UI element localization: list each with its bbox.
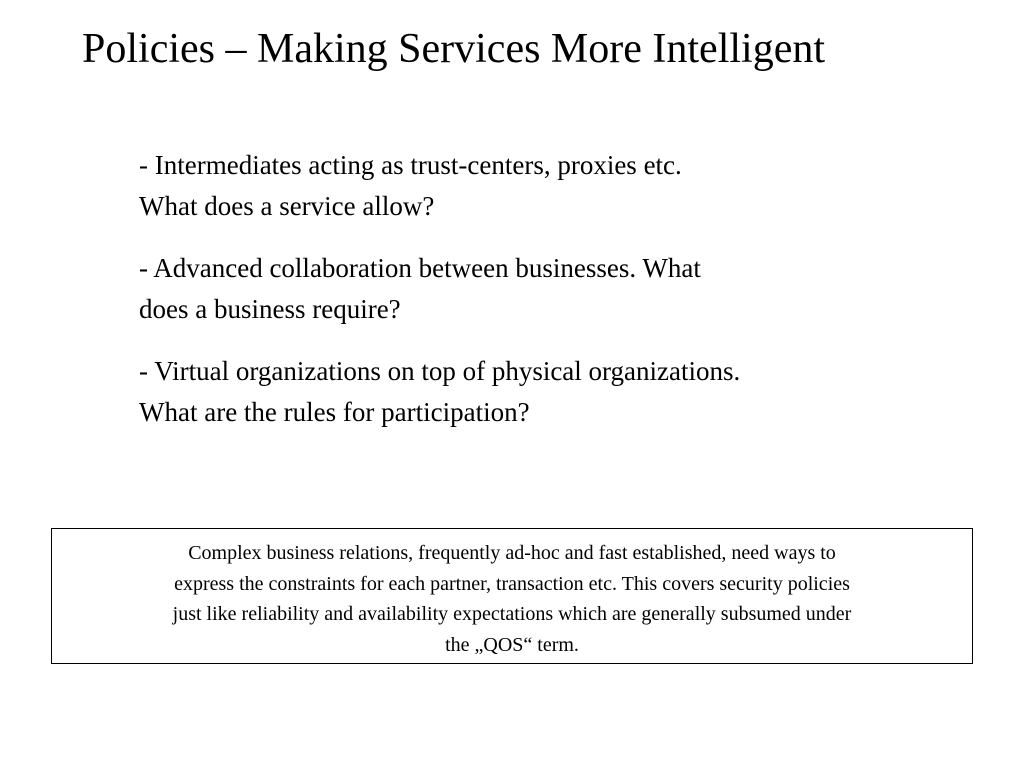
- bullet-line: What are the rules for participation?: [139, 397, 530, 427]
- bullet-line: - Advanced collaboration between businesses. What: [139, 253, 701, 283]
- note-line: express the constraints for each partner, transaction etc. This covers security policies: [174, 572, 850, 595]
- bullet-item-trust-centers: [139, 145, 929, 227]
- bullet-item-virtual-organizations: [139, 351, 929, 433]
- bullet-item-collaboration: [139, 248, 929, 330]
- note-line: Complex business relations, frequently ad-hoc and fast established, need ways to: [188, 542, 836, 564]
- note-line: the „QOS“ term.: [445, 633, 579, 656]
- bullet-list: [139, 145, 929, 454]
- bullet-line: - Intermediates acting as trust-centers, proxies etc.: [139, 150, 682, 180]
- bullet-line: - Virtual organizations on top of physical organizations.: [139, 356, 741, 386]
- note-box: [51, 528, 973, 664]
- bullet-line: What does a service allow?: [139, 191, 435, 221]
- bullet-line: does a business require?: [139, 294, 401, 324]
- slide-title: Policies – Making Services More Intelligent: [82, 26, 826, 72]
- note-line: just like reliability and availability expectations which are generally subsumed under: [172, 603, 852, 625]
